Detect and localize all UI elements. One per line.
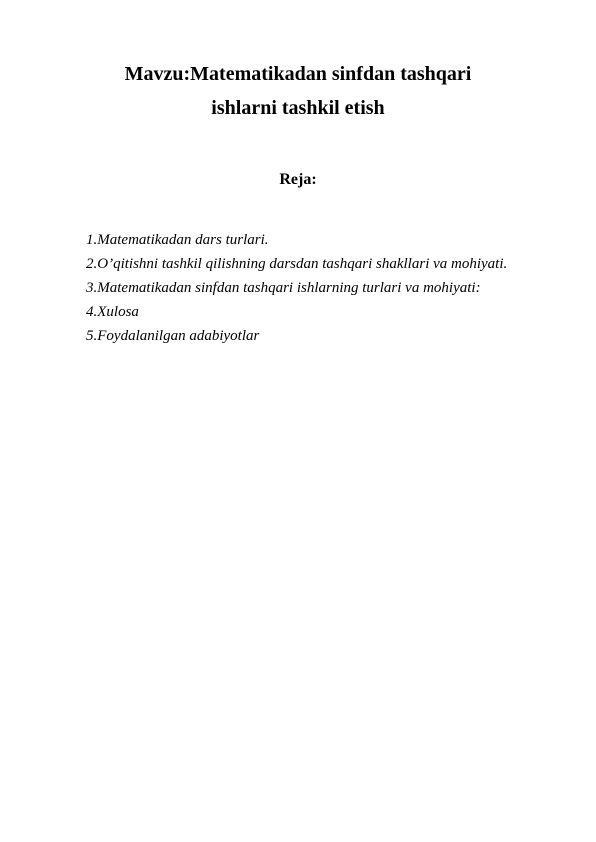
page-title-line-2: ishlarni tashkil etish bbox=[211, 97, 385, 119]
plan-heading: Reja: bbox=[279, 171, 317, 188]
plan-item-text: Xulosa bbox=[97, 304, 139, 320]
plan-item-number: 3. bbox=[86, 280, 98, 296]
plan-item-1 bbox=[86, 228, 526, 252]
plan-item-3 bbox=[86, 276, 526, 300]
plan-item-text: Foydalanilgan adabiyotlar bbox=[97, 328, 260, 344]
plan-item-text: Matematikadan sinfdan tashqari ishlarning turlari va mohiyati: bbox=[97, 280, 481, 296]
plan-item-4 bbox=[86, 300, 526, 324]
plan-item-text: O’qitishni tashkil qilishning darsdan tashqari shakllari va mohiyati. bbox=[97, 256, 508, 272]
plan-item-number: 4. bbox=[86, 304, 98, 320]
page-title-line-1: Mavzu:Matematikadan sinfdan tashqari bbox=[124, 63, 472, 85]
plan-item-number: 1. bbox=[86, 232, 98, 248]
plan-item-number: 5. bbox=[86, 328, 98, 344]
plan-item-text: Matematikadan dars turlari. bbox=[97, 232, 269, 248]
plan-list bbox=[86, 228, 526, 348]
plan-item-2 bbox=[86, 252, 526, 276]
plan-item-5 bbox=[86, 324, 526, 348]
plan-item-number: 2. bbox=[86, 256, 98, 272]
